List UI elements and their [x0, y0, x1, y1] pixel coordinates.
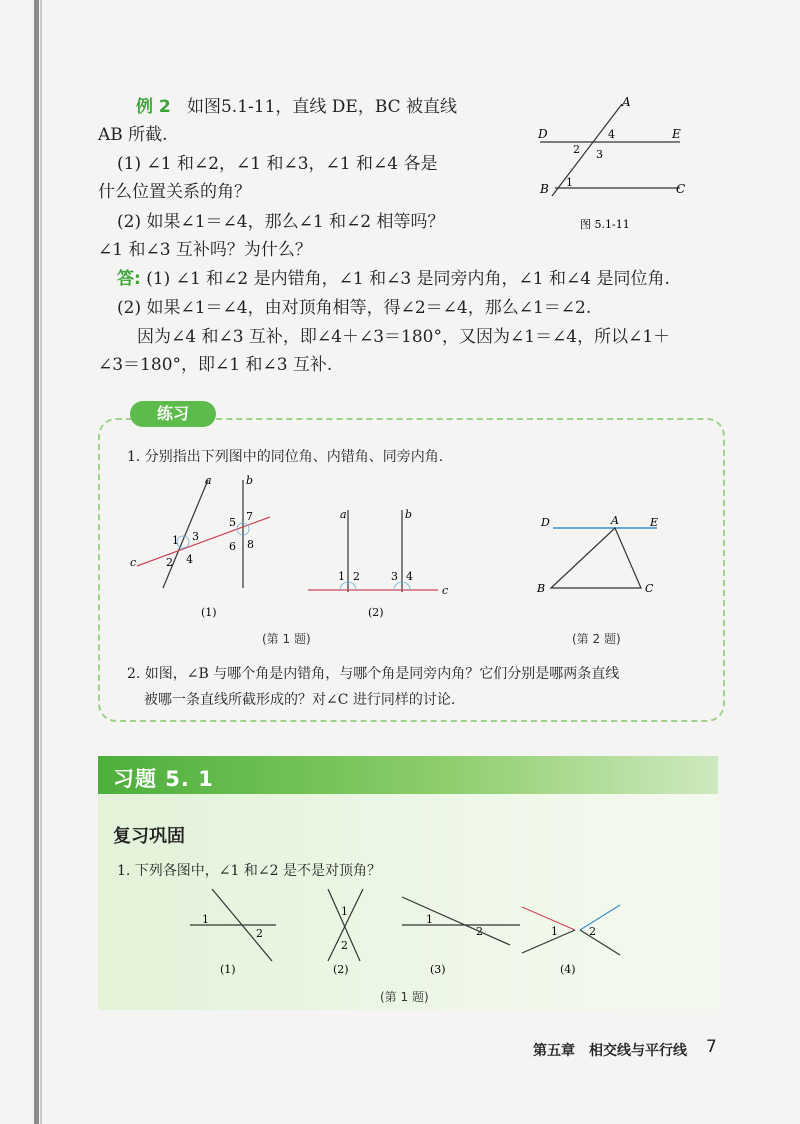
sub-2: (2)	[368, 606, 384, 619]
book-spine	[34, 0, 39, 1124]
angle-7: 7	[246, 510, 253, 523]
label-b: b	[246, 474, 254, 487]
example-label: 例 2	[136, 97, 171, 117]
angle-1: 1	[338, 570, 345, 583]
angle-1: 1	[202, 913, 209, 926]
angle-1: 1	[551, 925, 558, 938]
angle-2: 2	[589, 925, 596, 938]
label-b: B	[540, 182, 549, 196]
angle-1: 1	[172, 534, 179, 547]
answer-1: (1) ∠1 和∠2 是内错角，∠1 和∠3 是同旁内角，∠1 和∠4 是同位角.	[146, 269, 670, 289]
angle-8: 8	[247, 538, 254, 551]
example-heading	[136, 96, 457, 118]
answer-3: 因为∠4 和∠3 互补，即∠4＋∠3＝180°，又因为∠1＝∠4，所以∠1＋	[137, 327, 671, 347]
practice-q2b: 被哪一条直线所截形成的？对∠C 进行同样的讨论.	[144, 692, 456, 708]
book-spine-edge	[40, 0, 42, 1124]
example-q2a: (2) 如果∠1＝∠4，那么∠1 和∠2 相等吗？	[117, 212, 445, 232]
example-line2: AB 所截.	[98, 125, 168, 145]
sub-2: (2)	[333, 963, 349, 976]
figure-caption: 图 5.1-11	[580, 218, 630, 231]
angle-5: 5	[229, 516, 236, 529]
label-c: C	[645, 582, 654, 595]
angle-2: 2	[166, 556, 173, 569]
exercise-figure-3	[402, 897, 520, 976]
angle-3: 3	[192, 530, 199, 543]
label-c: C	[676, 182, 686, 196]
practice-figure-2	[300, 500, 460, 620]
caption-q1: (第 1 题)	[262, 632, 311, 646]
example-q1a: (1) ∠1 和∠2，∠1 和∠3，∠1 和∠4 各是	[117, 154, 438, 174]
angle-2: 2	[353, 570, 360, 583]
figure-5-1-11	[530, 92, 710, 242]
practice-tab: 练习	[130, 401, 216, 427]
angle-1: 1	[566, 176, 573, 189]
label-d: D	[541, 516, 550, 529]
angle-1: 1	[341, 905, 348, 918]
label-e: E	[672, 127, 681, 141]
exercise-figure-4	[522, 905, 620, 976]
answer-label: 答:	[117, 269, 141, 289]
review-heading: 复习巩固	[113, 826, 185, 847]
exercise-figure-2	[328, 889, 363, 976]
practice-q2a: 2. 如图，∠B 与哪个角是内错角，与哪个角是同旁内角？它们分别是哪两条直线	[127, 666, 620, 682]
angle-4: 4	[608, 128, 615, 141]
angle-3: 3	[596, 148, 603, 161]
angle-1: 1	[426, 913, 433, 926]
label-a: a	[205, 474, 212, 487]
label-d: D	[538, 127, 548, 141]
label-c: c	[442, 584, 449, 597]
label-b: B	[537, 582, 546, 595]
practice-figure-1	[125, 470, 285, 620]
label-a: a	[340, 508, 347, 521]
label-e: E	[650, 516, 659, 529]
exercise-q1: 1. 下列各图中，∠1 和∠2 是不是对顶角？	[117, 863, 381, 879]
angle-2: 2	[341, 939, 348, 952]
example-q2b: ∠1 和∠3 互补吗？为什么？	[98, 240, 312, 260]
page-number: 7	[706, 1037, 717, 1057]
angle-4: 4	[186, 553, 193, 566]
example-q1b: 什么位置关系的角？	[98, 182, 251, 202]
triangle-abc	[551, 528, 641, 588]
angle-2: 2	[573, 143, 580, 156]
sub-3: (3)	[430, 963, 446, 976]
line-ab	[552, 104, 622, 196]
answer-4: ∠3＝180°，即∠1 和∠3 互补.	[98, 355, 333, 375]
angle-2: 2	[476, 925, 483, 938]
angle-6: 6	[229, 540, 236, 553]
exercise-caption: (第 1 题)	[380, 990, 429, 1004]
label-a: A	[611, 514, 619, 527]
angle-3: 3	[391, 570, 398, 583]
exercise-figure-1	[190, 889, 276, 976]
chapter-footer: 第五章 相交线与平行线	[533, 1043, 687, 1059]
exercise-title: 习题 5. 1	[113, 767, 214, 791]
sub-1: (1)	[201, 606, 217, 619]
caption-q2: (第 2 题)	[572, 632, 621, 646]
line-a	[163, 480, 208, 588]
label-a: A	[622, 95, 631, 109]
sub-1: (1)	[220, 963, 236, 976]
practice-q1: 1. 分别指出下列图中的同位角、内错角、同旁内角.	[127, 449, 444, 465]
exercise-figures	[180, 885, 640, 985]
answer-line1	[117, 268, 670, 290]
label-c: c	[130, 556, 137, 569]
answer-2: (2) 如果∠1＝∠4，由对顶角相等，得∠2＝∠4，那么∠1＝∠2.	[117, 298, 592, 318]
angle-2: 2	[256, 927, 263, 940]
angle-4: 4	[406, 570, 413, 583]
example-line1: 如图5.1-11，直线 DE，BC 被直线	[186, 97, 458, 117]
practice-figure-3	[535, 510, 675, 600]
sub-4: (4)	[560, 963, 576, 976]
label-b: b	[405, 508, 413, 521]
